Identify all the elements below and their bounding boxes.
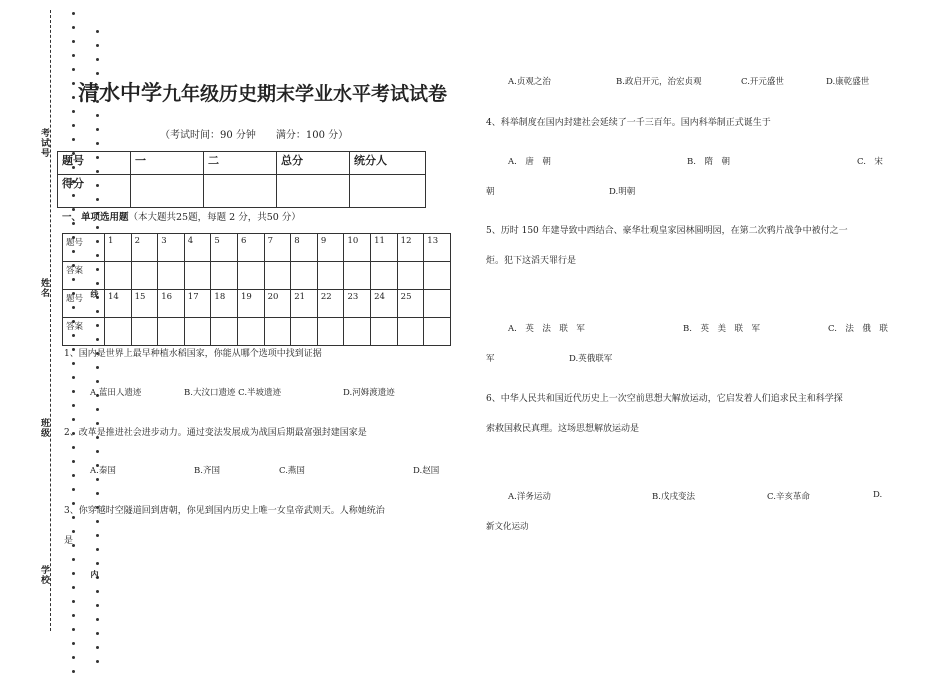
- q2-option-a: A.秦国: [90, 466, 116, 476]
- grid-num: 2: [131, 234, 158, 262]
- binding-label-exam-number: 考试号: [39, 128, 49, 158]
- binding-seal-char-line: 线: [90, 290, 100, 299]
- q3-option-b: B.政启开元，治宏贞观: [616, 77, 702, 87]
- question-6-stem-cont: 索救国救民真理。这场思想解放运动是: [486, 424, 640, 434]
- q5-option-d: D.英俄联军: [569, 354, 613, 364]
- question-6-stem: 6、中华人民共和国近代历史上一次空前思想大解放运动，它启发着人们追求民主和科学探: [486, 394, 843, 404]
- answer-cell[interactable]: [291, 262, 318, 290]
- q1-option-bc: B.大汶口遗迹 C.半坡遗迹: [184, 388, 282, 398]
- score-entry-total[interactable]: [277, 175, 350, 208]
- q3-option-c: C.开元盛世: [741, 77, 784, 87]
- section-1-title: 一、单项选用题: [62, 212, 129, 223]
- grid-num: 19: [238, 290, 265, 318]
- answer-cell[interactable]: [371, 318, 398, 346]
- grid-num: 25: [397, 290, 424, 318]
- answer-cell[interactable]: [317, 262, 344, 290]
- q1-option-d: D.河姆渡遗迹: [343, 388, 395, 398]
- answer-cell[interactable]: [211, 262, 238, 290]
- score-entry-grader[interactable]: [350, 175, 426, 208]
- grid-num: 9: [317, 234, 344, 262]
- score-table: [57, 151, 426, 208]
- answer-cell[interactable]: [424, 318, 451, 346]
- grid-num: 6: [238, 234, 265, 262]
- binding-seal-char-inner: 内: [90, 570, 100, 579]
- grid-num: [424, 290, 451, 318]
- section-1-note: （本大题共25题，每题 2 分，共50 分）: [128, 212, 301, 223]
- grid-num: 17: [184, 290, 211, 318]
- q4-option-c-cont: 朝: [486, 187, 495, 197]
- q2-option-b: B.齐国: [194, 466, 220, 476]
- score-cell-grader: 统分人: [350, 152, 426, 175]
- grid-num: 24: [371, 290, 398, 318]
- binding-label-name: 姓名: [39, 278, 49, 298]
- question-5-stem-cont: 炬。犯下这滔天罪行是: [486, 256, 577, 266]
- answer-cell[interactable]: [104, 262, 131, 290]
- grid-num: 3: [158, 234, 185, 262]
- grid-num: 10: [344, 234, 371, 262]
- question-3-stem: 3、你穿越时空隧道回到唐朝，你见到国内历史上唯一女皇帝武则天。人称她统治: [64, 506, 385, 516]
- answer-grid-a-label: 答案: [63, 262, 105, 290]
- answer-cell[interactable]: [344, 318, 371, 346]
- question-3-stem-cont: 是: [64, 536, 74, 546]
- grid-num: 18: [211, 290, 238, 318]
- answer-cell[interactable]: [344, 262, 371, 290]
- score-cell-label-score: 得分: [58, 175, 131, 208]
- grid-num: 12: [397, 234, 424, 262]
- answer-cell[interactable]: [397, 262, 424, 290]
- q3-option-d: D.康乾盛世: [826, 77, 870, 87]
- answer-cell[interactable]: [238, 262, 265, 290]
- exam-title: [78, 77, 447, 107]
- grid-num: 13: [424, 234, 451, 262]
- answer-grid-q-label: 题号: [63, 290, 105, 318]
- score-cell-section-2: 二: [204, 152, 277, 175]
- score-entry-1[interactable]: [131, 175, 204, 208]
- answer-cell[interactable]: [131, 262, 158, 290]
- q4-option-d: D.明朝: [609, 187, 636, 197]
- q6-option-d-cont: 新文化运动: [486, 522, 529, 532]
- grid-num: 11: [371, 234, 398, 262]
- answer-grid-q-label: 题号: [63, 234, 105, 262]
- grid-num: 8: [291, 234, 318, 262]
- binding-label-class: 班级: [39, 418, 49, 438]
- answer-cell[interactable]: [158, 318, 185, 346]
- question-2-stem: 2、改革是推进社会进步动力。通过变法发展成为战国后期最富强封建国家是: [64, 428, 367, 438]
- q6-option-c: C.辛亥革命: [767, 492, 810, 502]
- answer-cell[interactable]: [424, 262, 451, 290]
- answer-cell[interactable]: [397, 318, 424, 346]
- grid-num: 22: [317, 290, 344, 318]
- q5-option-a: A. 英 法 联 军: [508, 324, 585, 334]
- answer-cell[interactable]: [371, 262, 398, 290]
- grid-num: 23: [344, 290, 371, 318]
- question-4-stem: 4、科举制度在国内封建社会延续了一千三百年。国内科举制正式诞生于: [486, 118, 771, 128]
- grid-num: 7: [264, 234, 291, 262]
- score-cell-total: 总分: [277, 152, 350, 175]
- score-cell-label-question: 题号: [58, 152, 131, 175]
- q4-option-a: A. 唐 朝: [508, 157, 551, 167]
- q4-option-c: C. 宋: [857, 157, 883, 167]
- answer-cell[interactable]: [104, 318, 131, 346]
- q6-option-a: A.洋务运动: [508, 492, 551, 502]
- answer-cell[interactable]: [264, 318, 291, 346]
- answer-cell[interactable]: [131, 318, 158, 346]
- answer-cell[interactable]: [291, 318, 318, 346]
- question-1-stem: 1、国内是世界上最早种植水稻国家，你能从哪个选项中找到证据: [64, 349, 322, 359]
- answer-cell[interactable]: [264, 262, 291, 290]
- grid-num: 15: [131, 290, 158, 318]
- q2-option-c: C.燕国: [279, 466, 305, 476]
- q3-option-a: A.贞观之治: [508, 77, 551, 87]
- q5-option-c: C. 法 俄 联: [828, 324, 888, 334]
- q5-option-b: B. 英 美 联 军: [683, 324, 760, 334]
- answer-cell[interactable]: [158, 262, 185, 290]
- grid-num: 1: [104, 234, 131, 262]
- answer-cell[interactable]: [317, 318, 344, 346]
- grid-num: 14: [104, 290, 131, 318]
- grid-num: 4: [184, 234, 211, 262]
- binding-label-school: 学校: [39, 565, 49, 585]
- school-name: 清水中学: [78, 80, 162, 105]
- answer-cell[interactable]: [211, 318, 238, 346]
- section-1-heading: [62, 209, 301, 223]
- grid-num: 20: [264, 290, 291, 318]
- answer-grid: [62, 233, 451, 346]
- question-5-stem: 5、历时 150 年建导致中西结合、豪华壮观皇家园林圆明园，在第二次鸦片战争中被付之一: [486, 226, 848, 236]
- answer-cell[interactable]: [184, 318, 211, 346]
- answer-cell[interactable]: [238, 318, 265, 346]
- q2-option-d: D.赵国: [413, 466, 440, 476]
- answer-cell[interactable]: [184, 262, 211, 290]
- q6-option-d: D.: [873, 490, 883, 500]
- grid-num: 5: [211, 234, 238, 262]
- q4-option-b: B. 隋 朝: [687, 157, 730, 167]
- score-cell-section-1: 一: [131, 152, 204, 175]
- score-entry-2[interactable]: [204, 175, 277, 208]
- exam-name: 九年级历史期末学业水平考试试卷: [162, 83, 448, 105]
- answer-grid-a-label: 答案: [63, 318, 105, 346]
- grid-num: 16: [158, 290, 185, 318]
- q1-option-a: A.蓝田人遗迹: [90, 388, 142, 398]
- exam-subtitle: （考试时间：90 分钟 满分：100 分）: [160, 130, 349, 141]
- q6-option-b: B.戊戌变法: [652, 492, 695, 502]
- q5-option-c-cont: 军: [486, 354, 495, 364]
- grid-num: 21: [291, 290, 318, 318]
- binding-dashed-line: [50, 10, 51, 631]
